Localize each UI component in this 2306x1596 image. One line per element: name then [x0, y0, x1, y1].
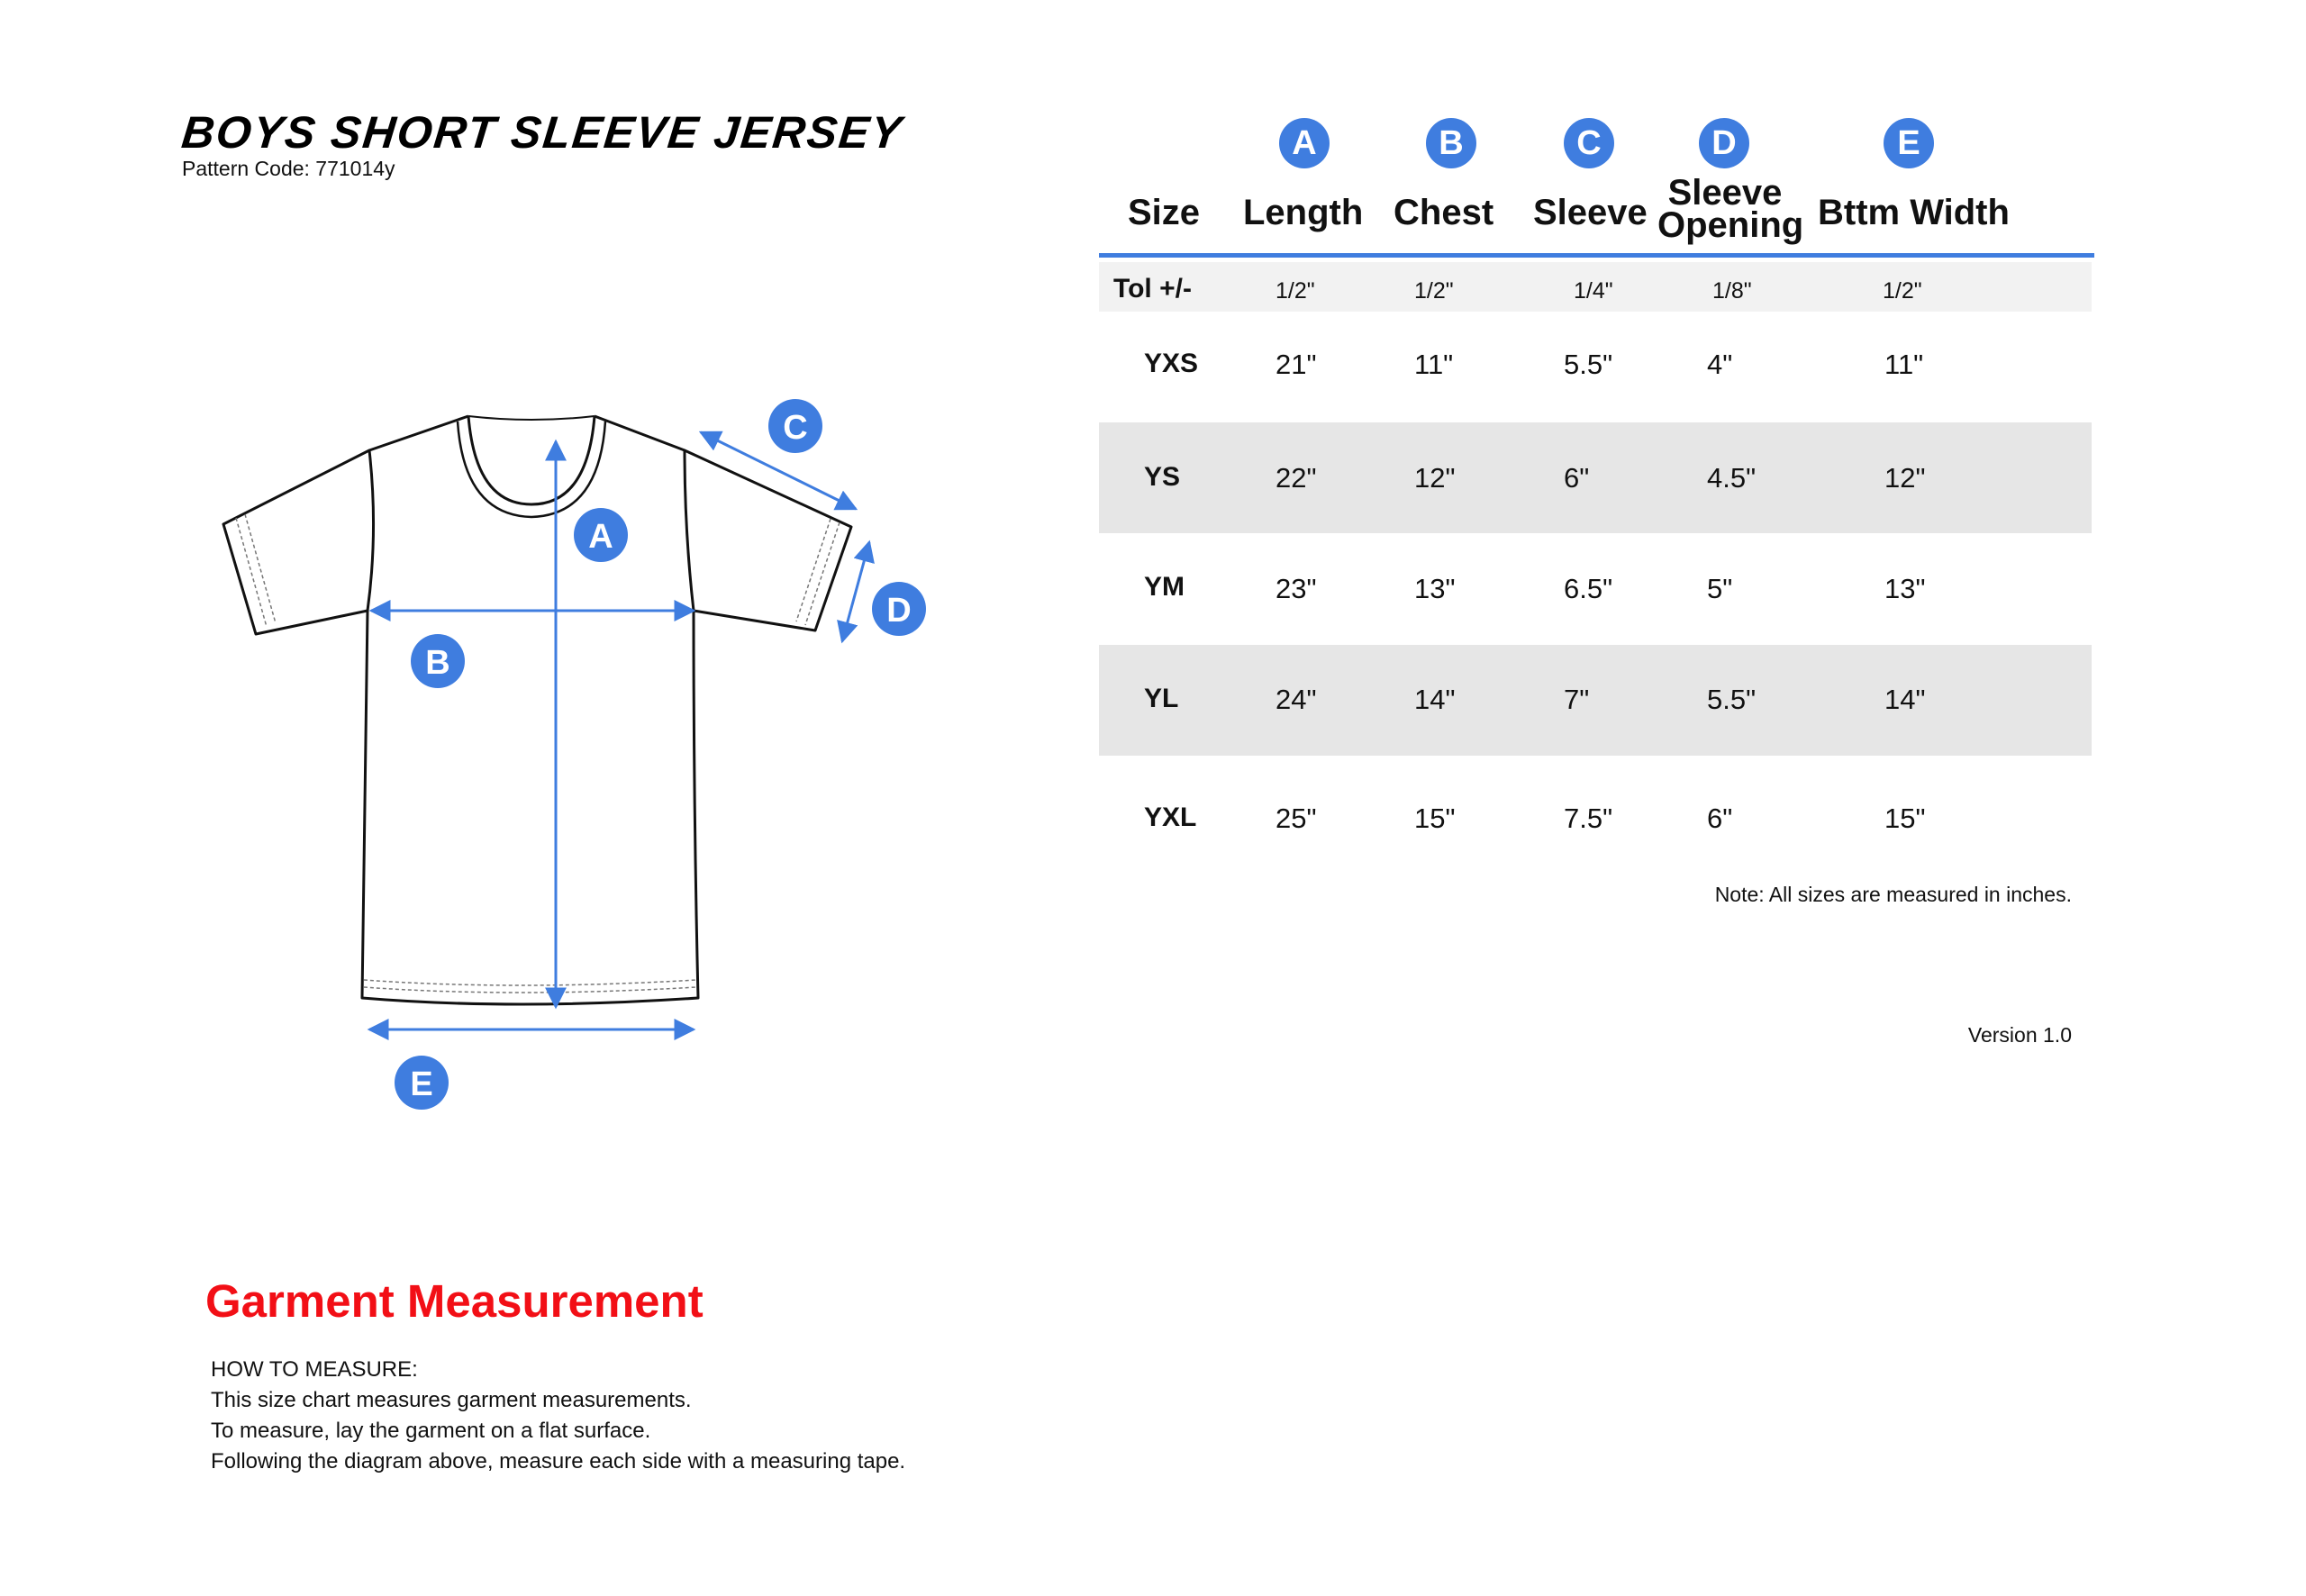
column-header-size: Size — [1128, 193, 1201, 232]
instruction-line: This size chart measures garment measurements. — [211, 1388, 692, 1412]
size-cell: YXL — [1144, 803, 1197, 832]
column-header-sleeve: Sleeve — [1533, 193, 1648, 232]
instruction-heading: HOW TO MEASURE: — [211, 1357, 418, 1382]
size-chart-table — [1099, 0, 2099, 1081]
header-rule — [1099, 253, 2094, 258]
version-label: Version 1.0 — [1967, 1023, 2072, 1047]
sleeve-opening-cell: 4.5" — [1707, 462, 1757, 494]
jersey-measurement-diagram — [0, 0, 1036, 1171]
page-title: BOYS SHORT SLEEVE JERSEY — [179, 107, 906, 158]
size-cell: YM — [1144, 572, 1185, 602]
units-note: Note: All sizes are measured in inches. — [1714, 883, 2072, 906]
row-band-yl — [1099, 645, 2092, 756]
label-c-badge — [768, 399, 822, 453]
length-cell: 22" — [1276, 462, 1317, 494]
svg-text:D: D — [886, 592, 912, 630]
sleeve-opening-arrow — [842, 542, 869, 641]
label-d-badge — [872, 582, 926, 636]
tolerance-label: Tol +/- — [1113, 274, 1192, 304]
svg-text:C: C — [783, 409, 808, 447]
chest-cell: 14" — [1414, 684, 1456, 715]
tolerance-chest: 1/2" — [1414, 278, 1454, 304]
sleeve-opening-cell: 6" — [1707, 803, 1733, 834]
bottom-width-cell: 13" — [1884, 573, 1926, 604]
svg-text:B: B — [425, 644, 450, 682]
jersey-seams — [236, 514, 840, 993]
row-band-ys — [1099, 422, 2092, 533]
instruction-line: To measure, lay the garment on a flat surface. — [211, 1419, 651, 1443]
size-cell: YXS — [1144, 349, 1199, 378]
how-to-measure-instructions — [211, 1355, 905, 1477]
length-cell: 24" — [1276, 684, 1317, 715]
pattern-code: Pattern Code: 771014y — [182, 157, 395, 180]
column-a-badge: A — [1279, 118, 1330, 168]
size-cell: YL — [1144, 684, 1179, 713]
sleeve-cell: 7.5" — [1564, 803, 1613, 834]
bottom-width-cell: 14" — [1884, 684, 1926, 715]
bottom-width-cell: 15" — [1884, 803, 1926, 834]
sleeve-cell: 5.5" — [1564, 349, 1613, 380]
label-a-badge — [574, 508, 628, 562]
garment-measurement-heading: Garment Measurement — [205, 1275, 704, 1327]
column-d-badge: D — [1699, 118, 1749, 168]
column-e-badge: E — [1884, 118, 1934, 168]
column-header-chest: Chest — [1394, 193, 1494, 232]
column-header-bottom-width: Bttm Width — [1818, 193, 2010, 232]
sleeve-cell: 6.5" — [1564, 573, 1613, 604]
sleeve-opening-cell: 5" — [1707, 573, 1733, 604]
instruction-line: Following the diagram above, measure each side with a measuring tape. — [211, 1449, 906, 1474]
size-cell: YS — [1144, 462, 1181, 492]
length-cell: 21" — [1276, 349, 1317, 380]
chest-cell: 12" — [1414, 462, 1456, 494]
tolerance-bottom-width: 1/2" — [1883, 278, 1922, 304]
length-cell: 25" — [1276, 803, 1317, 834]
label-e-badge — [395, 1056, 449, 1110]
sleeve-cell: 6" — [1564, 462, 1590, 494]
column-c-badge: C — [1564, 118, 1614, 168]
bottom-width-cell: 11" — [1884, 349, 1924, 380]
chest-cell: 13" — [1414, 573, 1456, 604]
chest-cell: 15" — [1414, 803, 1456, 834]
sleeve-cell: 7" — [1564, 684, 1590, 715]
bottom-width-cell: 12" — [1884, 462, 1926, 494]
sleeve-opening-cell: 4" — [1707, 349, 1733, 380]
length-cell: 23" — [1276, 573, 1317, 604]
tolerance-sleeve-opening: 1/8" — [1712, 278, 1752, 304]
chest-cell: 11" — [1414, 349, 1454, 380]
column-header-length: Length — [1243, 193, 1364, 232]
column-b-badge: B — [1426, 118, 1476, 168]
label-b-badge — [411, 634, 465, 688]
sleeve-opening-cell: 5.5" — [1707, 684, 1757, 715]
column-header-sleeve-opening: Sleeve Opening — [1657, 173, 1804, 245]
svg-text:A: A — [588, 518, 613, 556]
tolerance-length: 1/2" — [1276, 278, 1315, 304]
tolerance-sleeve: 1/4" — [1574, 278, 1613, 304]
jersey-outline — [223, 416, 851, 1004]
svg-text:E: E — [410, 1066, 433, 1103]
